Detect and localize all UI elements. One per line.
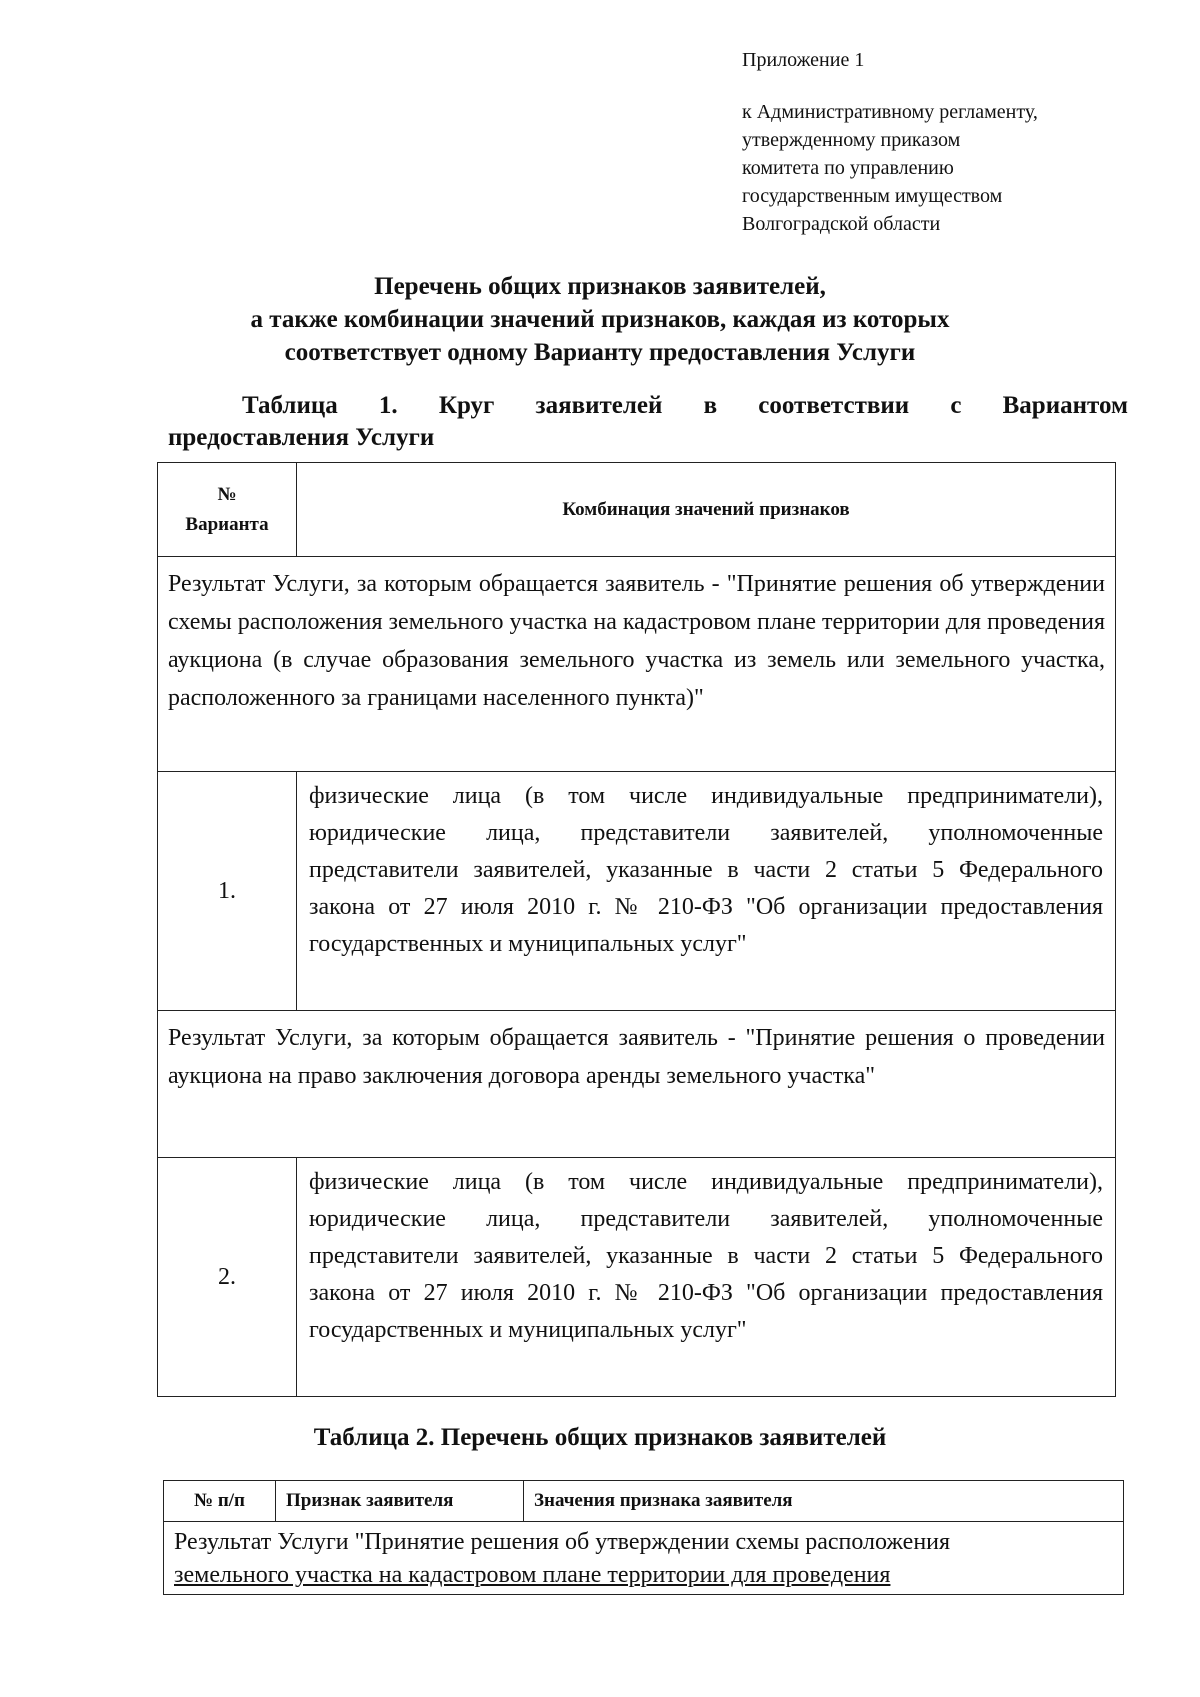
table2-caption: Таблица 2. Перечень общих признаков заявителей	[313, 1424, 887, 1451]
appendix-line: утвержденному приказом	[742, 129, 961, 151]
result-row	[158, 1011, 1116, 1158]
variant-description: физические лица (в том числе индивидуальные предприниматели), юридические лица, представители заявителей, уполномоченные представители заявителей, указанные в части 2 статьи 5 Федерального закона от 27 июля 2010 г. № 210-ФЗ "Об организации предоставления государственных и муниципальных услуг"	[297, 772, 1116, 1011]
table1-caption	[168, 390, 1128, 454]
result-cell: Результат Услуги, за которым обращается заявитель - "Принятие решения об утверждении схемы расположения земельного участка на кадастровом плане территории для проведения аукциона (в случае образования земельного участка из земель или земельного участка, расположенного за границами населенного пункта)"	[158, 557, 1116, 772]
caption-word: 1.	[378, 392, 398, 419]
result-cell	[164, 1522, 1124, 1595]
table1-caption-line2: предоставления Услуги	[168, 424, 435, 451]
header-row-number: № п/п	[164, 1481, 276, 1522]
appendix-line: комитета по управлению	[742, 157, 954, 179]
caption-word: Круг	[438, 392, 495, 419]
document-title-line: соответствует одному Варианту предоставления Услуги	[284, 339, 916, 366]
result-row	[158, 557, 1116, 772]
table-row	[158, 772, 1116, 1011]
table-header-row	[158, 463, 1116, 557]
table1-caption-line1	[168, 390, 1128, 422]
header-attribute: Признак заявителя	[276, 1481, 524, 1522]
table-header-row	[164, 1481, 1124, 1522]
document-title-line: Перечень общих признаков заявителей,	[374, 273, 826, 300]
variant-number: 2.	[158, 1158, 297, 1397]
caption-word: с	[950, 392, 962, 419]
result-row	[164, 1522, 1124, 1595]
caption-word: в	[703, 392, 718, 419]
table-row	[158, 1158, 1116, 1397]
appendix-line: государственным имуществом	[742, 185, 1003, 207]
header-variant-number: № Варианта	[158, 463, 297, 557]
caption-word: заявителей	[535, 392, 663, 419]
header-attribute-values: Значения признака заявителя	[524, 1481, 1124, 1522]
variant-number: 1.	[158, 772, 297, 1011]
result-line: Результат Услуги "Принятие решения об утверждении схемы расположения	[174, 1529, 951, 1555]
appendix-line: Волгоградской области	[742, 213, 941, 235]
document-title-line: а также комбинации значений признаков, каждая из которых	[250, 306, 950, 333]
result-line: земельного участка на кадастровом плане территории для проведения	[174, 1562, 891, 1588]
variants-table	[157, 462, 1116, 1397]
appendix-title: Приложение 1	[742, 49, 865, 71]
document-title	[150, 270, 1050, 369]
appendix-line: к Административному регламенту,	[742, 101, 1038, 123]
caption-word: соответствии	[758, 392, 910, 419]
caption-word: Таблица	[242, 392, 338, 419]
header-combination: Комбинация значений признаков	[297, 463, 1116, 557]
result-cell: Результат Услуги, за которым обращается заявитель - "Принятие решения о проведении аукциона на право заключения договора аренды земельного участка"	[158, 1011, 1116, 1158]
appendix-block	[742, 46, 1162, 238]
variant-description: физические лица (в том числе индивидуальные предприниматели), юридические лица, представители заявителей, уполномоченные представители заявителей, указанные в части 2 статьи 5 Федерального закона от 27 июля 2010 г. № 210-ФЗ "Об организации предоставления государственных и муниципальных услуг"	[297, 1158, 1116, 1397]
caption-word: Вариантом	[1002, 392, 1128, 419]
attributes-table	[163, 1480, 1124, 1595]
